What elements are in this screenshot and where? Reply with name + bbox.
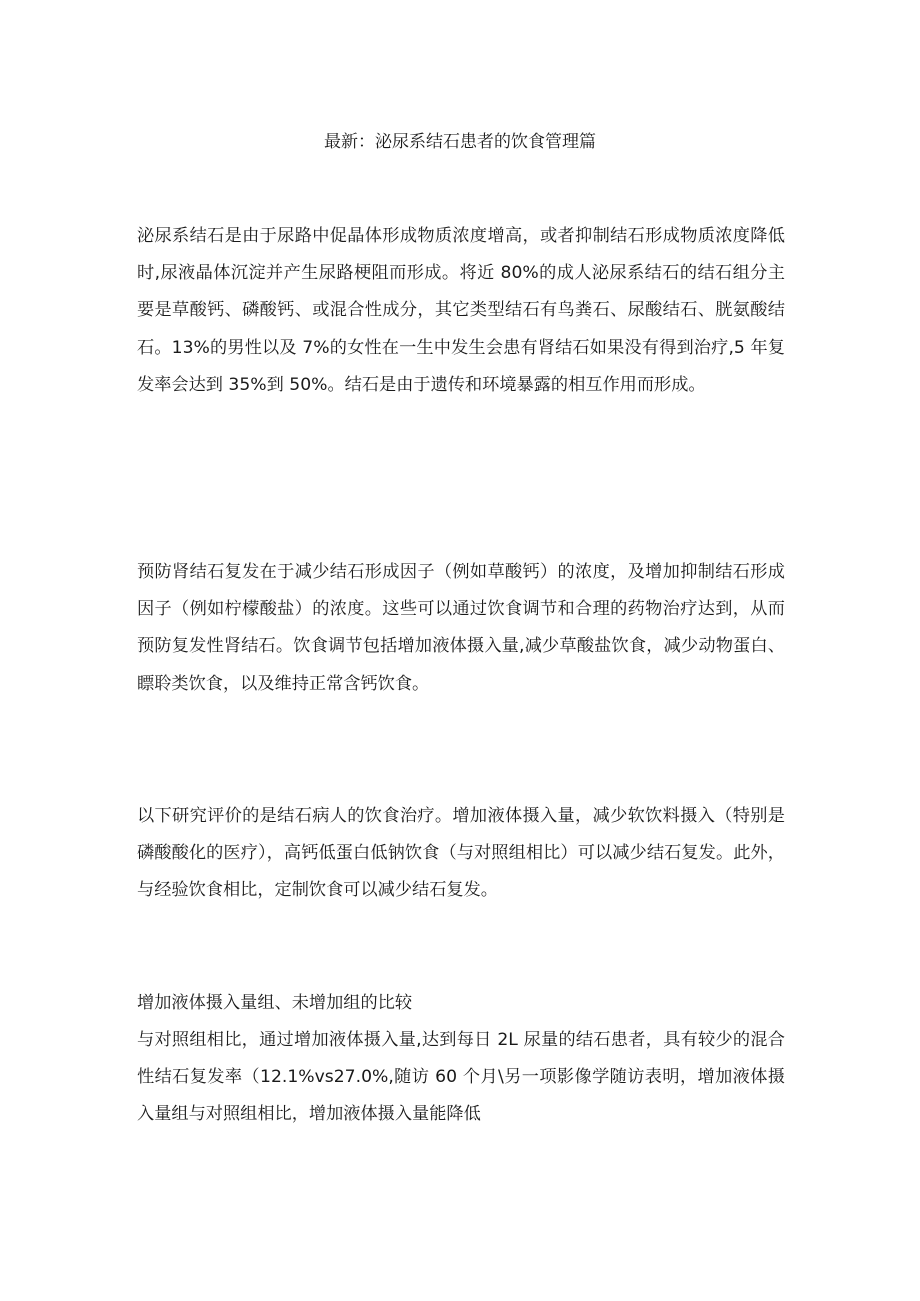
- document-title: 最新：泌尿系结石患者的饮食管理篇: [324, 132, 596, 152]
- paragraph-prevention: 预防肾结石复发在于减少结石形成因子（例如草酸钙）的浓度，及增加抑制结石形成因子（例如柠檬酸盐）的浓度。这些可以通过饮食调节和合理的药物治疗达到，从而预防复发性肾结石。饮食调节包括增加液体摄入量,减少草酸盐饮食，减少动物蛋白、瞟聆类饮食，以及维持正常含钙饮食。: [137, 562, 785, 694]
- paragraph-fluid-intake: 与对照组相比，通过增加液体摄入量,达到每日 2L 尿量的结石患者，具有较少的混合性结石复发率（12.1%vs27.0%,随访 60 个月\另一项影像学随访表明，增加液体摄入量组与对照组相比，增加液体摄入量能降低: [137, 1030, 785, 1125]
- section-heading: 增加液体摄入量组、未增加组的比较: [137, 993, 413, 1013]
- paragraph-intro: 泌尿系结石是由于尿路中促晶体形成物质浓度增高，或者抑制结石形成物质浓度降低时,尿液晶体沉淀并产生尿路梗阻而形成。将近 80%的成人泌尿系结石的结石组分主要是草酸钙、磷酸钙、或混合性成分，其它类型结石有鸟粪石、尿酸结石、胱氨酸结石。13%的男性以及 7%的女性在一生中发生会患有肾结石如果没有得到治疗,5 年复发率会达到 35%到 50%。结石是由于遗传和环境暴露的相互作用而形成。: [137, 226, 785, 395]
- paragraph-diet-therapy: 以下研究评价的是结石病人的饮食治疗。增加液体摄入量，减少软饮料摄入（特别是磷酸酸化的医疗），高钙低蛋白低钠饮食（与对照组相比）可以减少结石复发。此外，与经验饮食相比，定制饮食可以减少结石复发。: [137, 806, 785, 901]
